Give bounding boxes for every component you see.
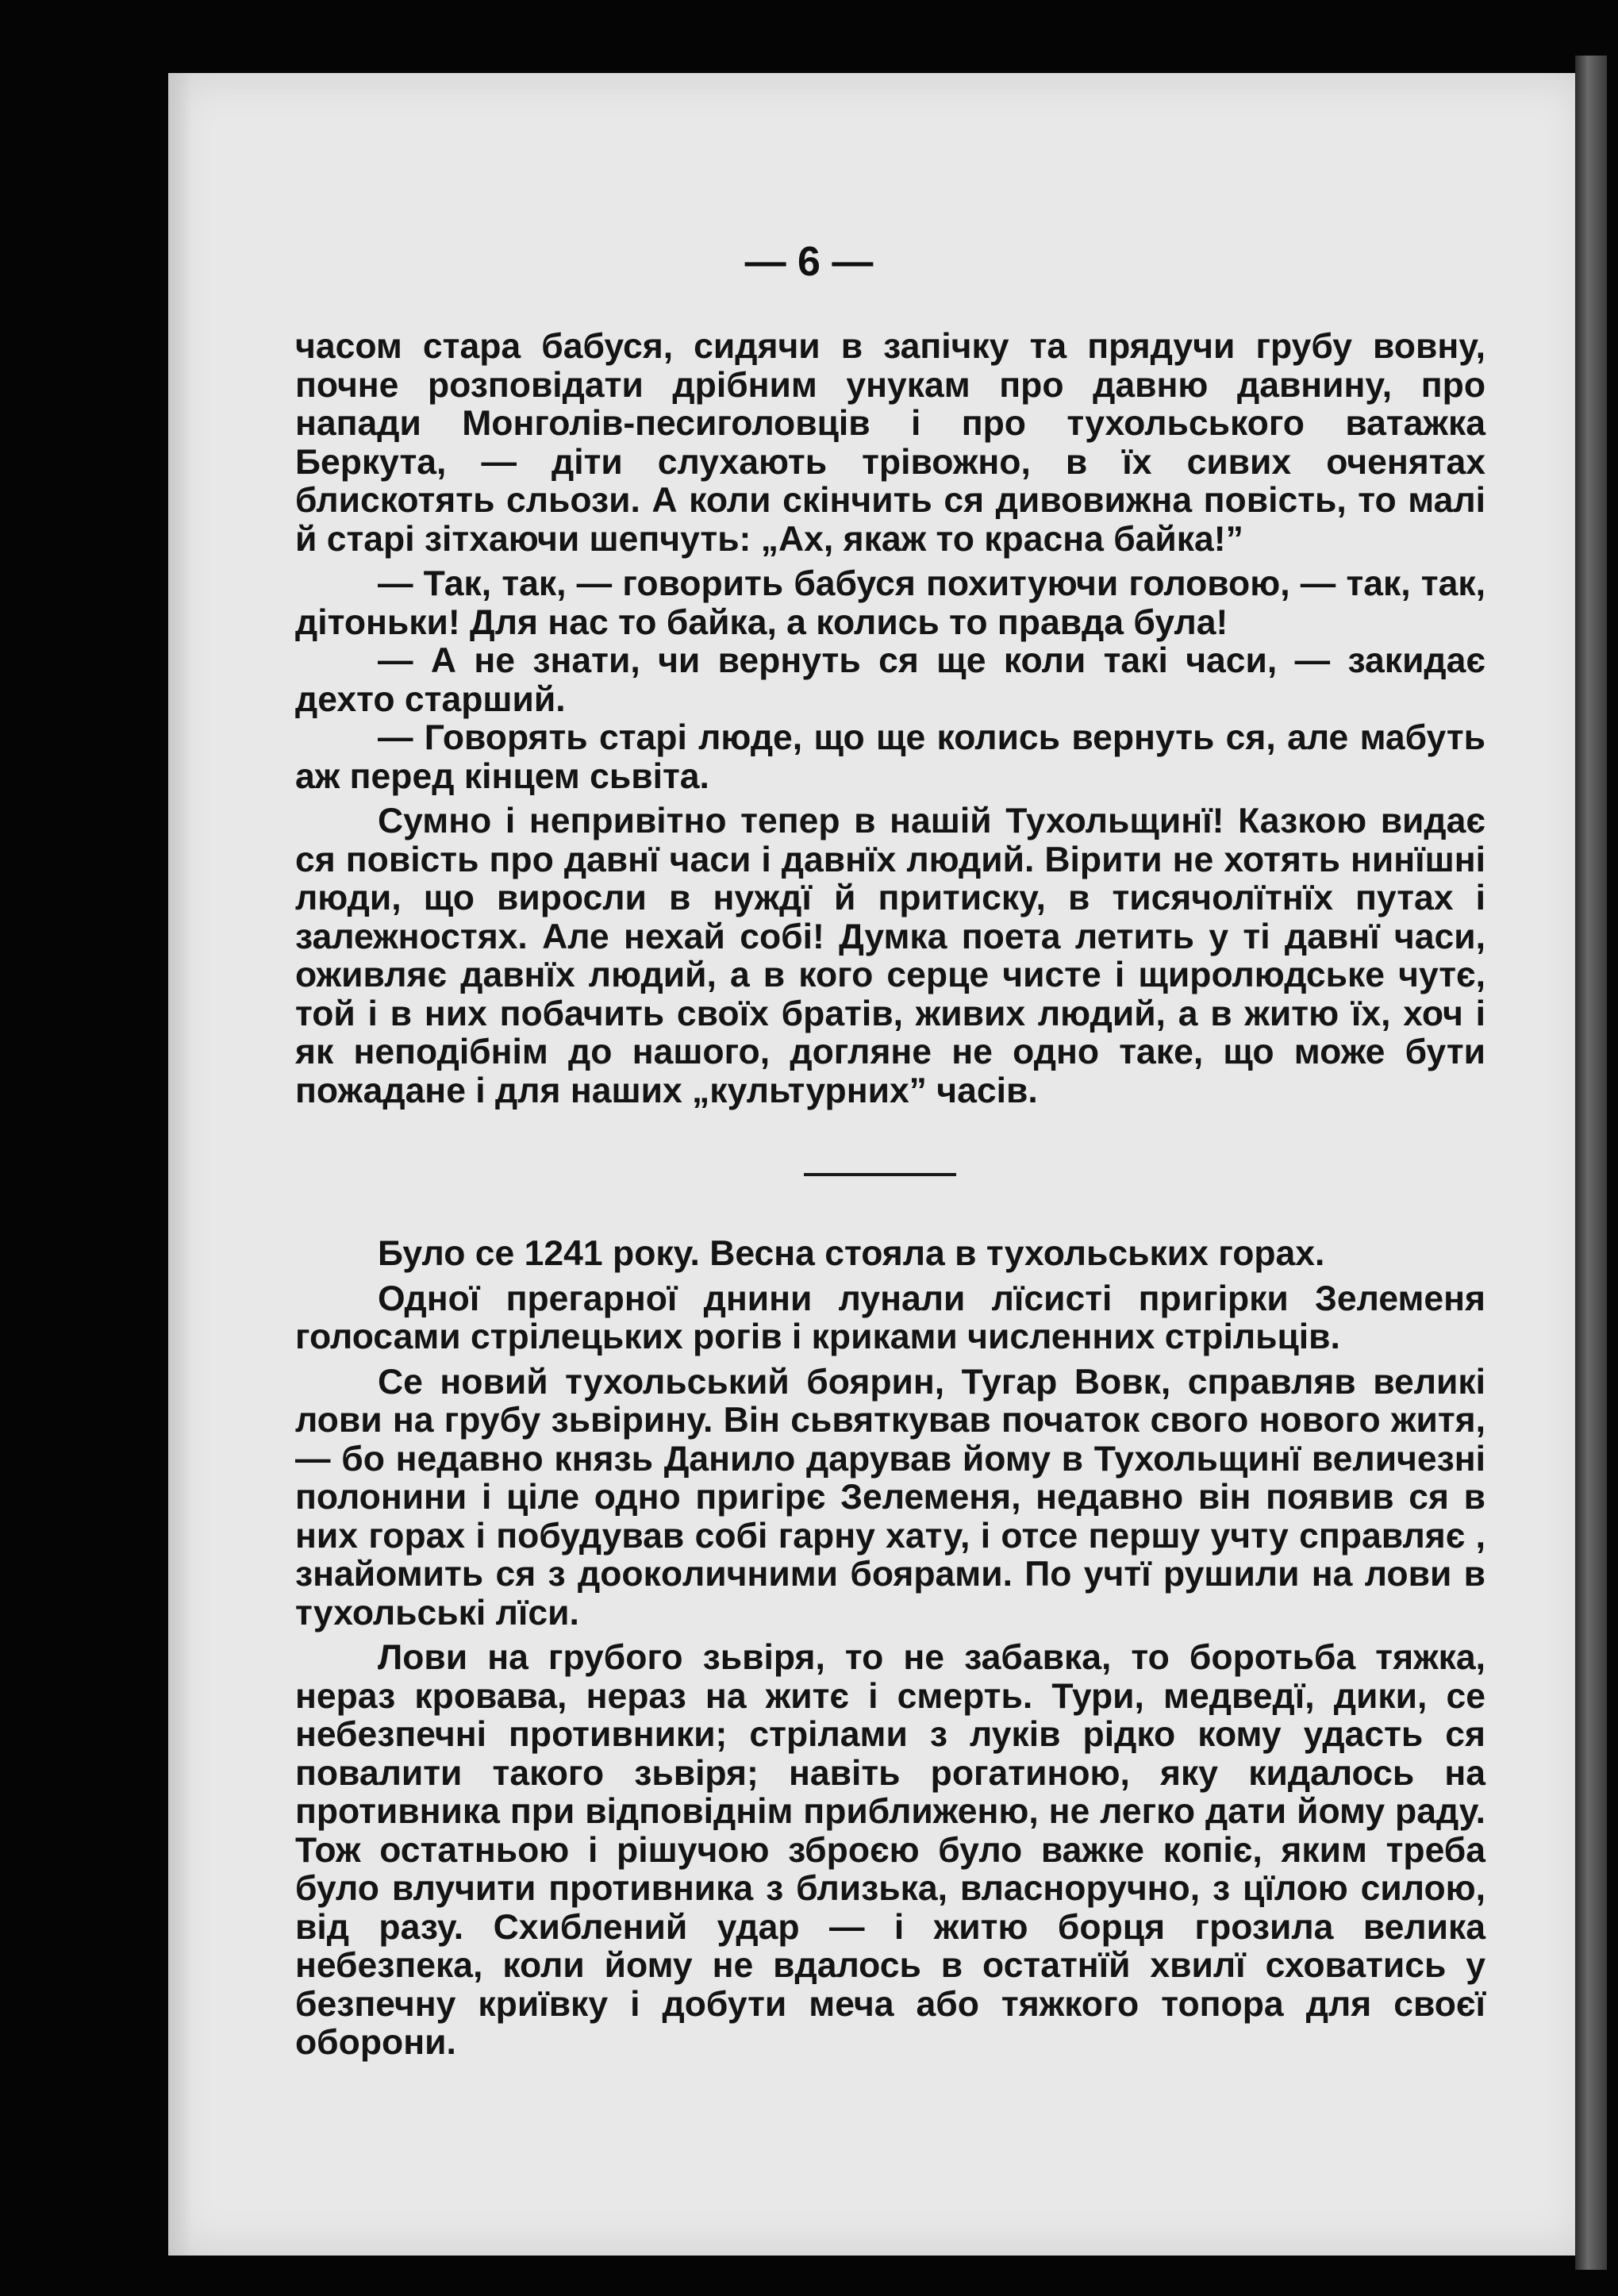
paragraph: Було се 1241 року. Весна стояла в тухольських горах. [378, 1234, 1325, 1273]
text-block-1 [295, 328, 1485, 1117]
paragraph: — А не знати, чи вернуть ся ще коли такі часи, — закидає дехто старший. [295, 641, 1485, 719]
paragraph: — Так, так, — говорить бабуся похитуючи головою, — так, так, дітоньки! Для нас то байка, а колись то правда була! [295, 564, 1485, 642]
page-edge-strip [1575, 56, 1607, 2270]
paragraph: Се новий тухольський боярин, Тугар Вовк, справляв великі лови на грубу зьвірину. Він сьвяткував початок свого нового житя, — бо недавно князь Данило дарував йому в Тухольщинї величезні полонини і ціле одно пригірє Зелеменя, недавно він появив ся в них горах і побудував собі гарну хату, і отсе першу учту справляє , знайомить ся з доокoличними боярами. По учтї рушили на лови в тухольські лїси. [295, 1362, 1485, 1633]
paragraph: часом стара бабуся, сидячи в запічку та прядучи грубу вовну, почне розповідати дрібним унукам про давню давнину, про напади Монголів-песиголовців і про тухольського ватажка Беркута, — діти слухають трівожно, в їх сивих оченятах блискотять сльози. А коли скінчить ся дивовижна повість, то малі й старі зітхаючи шепчуть: „Ах, якаж то красна байка!” [295, 327, 1485, 559]
section-divider [804, 1173, 956, 1176]
page-number: — 6 — [744, 239, 874, 285]
paragraph: — Говорять старі люде, що ще колись вернуть ся, але мабуть аж перед кінцем сьвіта. [295, 718, 1485, 796]
text-block-2 [295, 1235, 1485, 2069]
paragraph: Лови на грубого зьвіря, то не забавка, то боротьба тяжка, нераз кровава, нераз на житє і смерть. Тури, медведї, дики, се небезпечні противники; стрілами з луків рідко кому удасть ся повалити такого зьвіря; навіть рогатиною, яку кидалось на противника при відповіднім приближеню, не легко дати йому раду. Тож остатньою і рішучою зброєю було важке копіє, яким треба було влучити противника з близька, власноручно, з цїлою силою, від разу. Схиблений удар — і житю борця грозила велика небезпека, коли йому не вдалось в остатнїй хвилї сховатись у безпечну криївку і добути меча або тяжкого топора для своєї оборони. [295, 1638, 1485, 2062]
paragraph: Одної прегарної днини лунали лїсисті пригірки Зелеменя голосами стрілецьких рогів і криками численних стрільців. [295, 1279, 1485, 1356]
paragraph: Сумно і непривітно тепер в нашій Тухольщинї! Казкою видає ся повість про давнї часи і давнїх людий. Вірити не хотять нинїшні люди, що виросли в нуждї й притиску, в тисячолїтнїх путах і залежностях. Але нехай собі! Думка поета летить у ті давнї часи, оживляє давнїх людий, а в кого серце чисте і щиролюдське чутє, той і в них побачить своїх братів, живих людий, а в житю їх, хоч і як неподібнім до нашого, догляне не одно таке, що може бути пожадане і для наших „культурних” часів. [295, 802, 1485, 1110]
